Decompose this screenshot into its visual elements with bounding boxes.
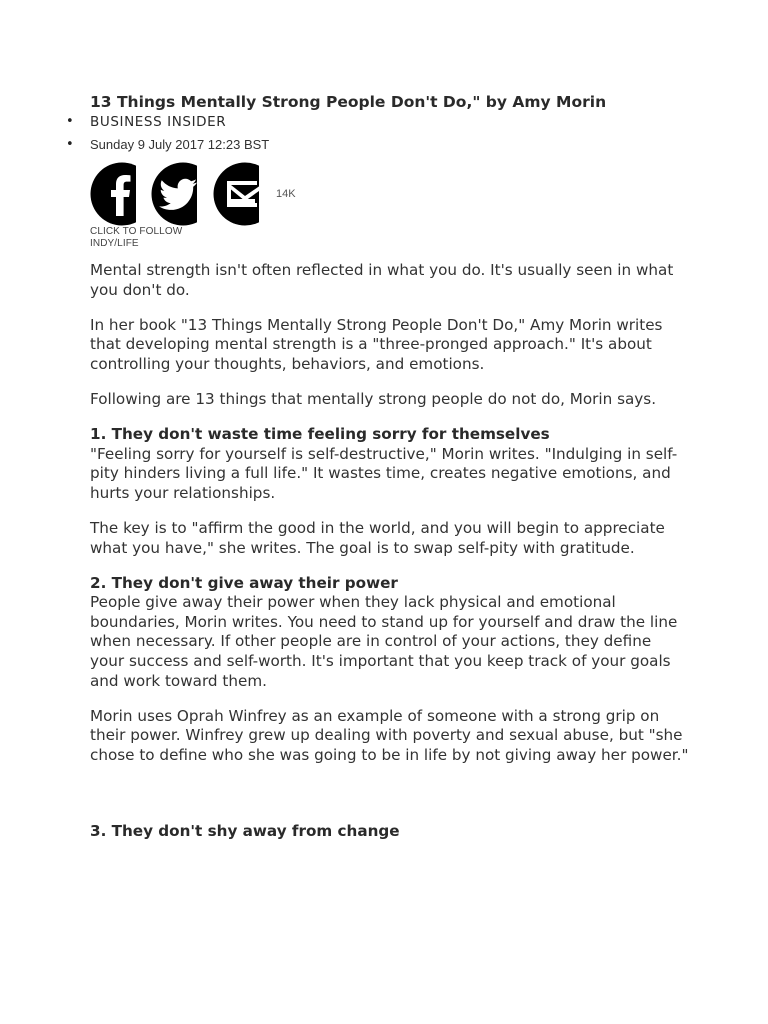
facebook-icon — [90, 162, 136, 226]
section-heading-3: 3. They don't shy away from change — [90, 822, 400, 841]
follow-link[interactable] — [90, 226, 182, 249]
article-title: 13 Things Mentally Strong People Don't Do," by Amy Morin — [90, 93, 607, 111]
section-heading-2: 2. They don't give away their power — [90, 573, 398, 592]
paragraph: People give away their power when they lack physical and emotional boundaries, Morin writes. You need to stand up for yourself and draw the line when necessary. If other people are in control of your actions, they define your success and self-worth. It's important that you keep track of your goals and work toward them. — [90, 593, 678, 690]
section-heading-1: 1. They don't waste time feeling sorry for themselves — [90, 425, 550, 444]
paragraph: In her book "13 Things Mentally Strong People Don't Do," Amy Morin writes that developing mental strength is a "three-pronged approach." It's about controlling your thoughts, behaviors, and emotions. — [90, 315, 663, 373]
paragraph: Mental strength isn't often reflected in what you do. It's usually seen in what you don't do. — [90, 261, 674, 299]
twitter-icon — [151, 162, 197, 226]
email-share-button[interactable] — [213, 162, 259, 226]
article-body — [90, 261, 690, 842]
facebook-share-button[interactable] — [90, 162, 136, 226]
follow-label-line1: CLICK TO FOLLOW — [90, 226, 183, 237]
paragraph: "Feeling sorry for yourself is self-destructive," Morin writes. "Indulging in self-pity hinders living a full life." It wastes time, creates negative emotions, and hurts your relationships. — [90, 444, 678, 502]
article-meta — [66, 112, 269, 155]
source-name: • BUSINESS INSIDER — [66, 112, 269, 134]
share-count: 14K — [276, 188, 296, 200]
paragraph: The key is to "affirm the good in the world, and you will begin to appreciate what you have," she writes. The goal is to swap self-pity with gratitude. — [90, 518, 665, 557]
follow-label-line2: INDY/LIFE — [90, 237, 139, 249]
publish-date: • Sunday 9 July 2017 12:23 BST — [66, 135, 269, 155]
paragraph: Following are 13 things that mentally strong people do not do, Morin says. — [90, 389, 657, 408]
email-icon — [213, 162, 259, 226]
share-bar — [90, 162, 310, 228]
twitter-share-button[interactable] — [151, 162, 197, 226]
paragraph: Morin uses Oprah Winfrey as an example of someone with a strong grip on their power. Winfrey grew up dealing with poverty and sexual abuse, but "she chose to define who she was going to be in life by not giving away her power." — [90, 706, 689, 764]
